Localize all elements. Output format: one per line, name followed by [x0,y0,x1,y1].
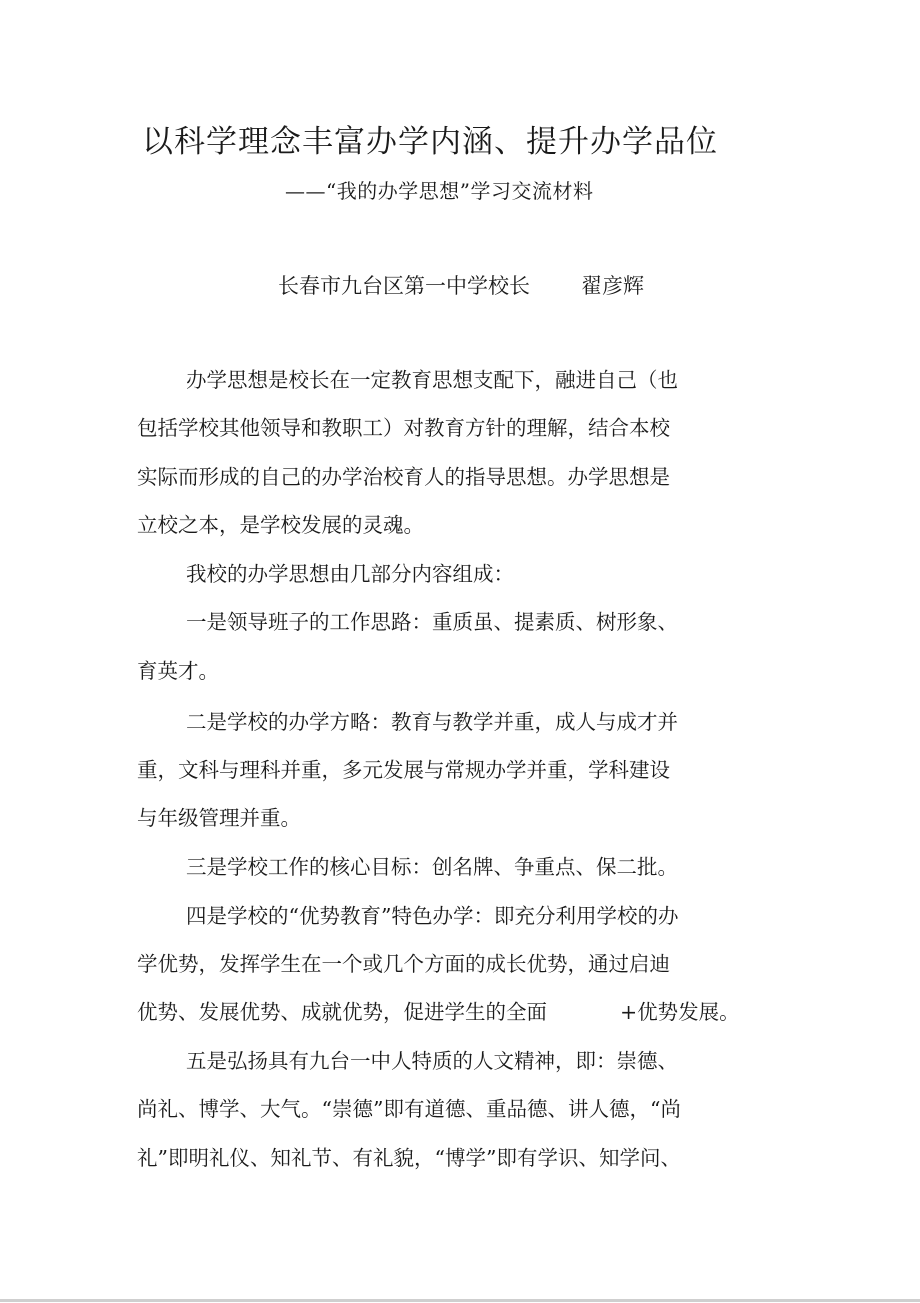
body-line: 二是学校的办学方略：教育与教学并重，成人与成才并 [186,710,678,734]
body-line: 礼”即明礼仪、知礼节、有礼貌，“博学”即有学识、知学问、 [137,1146,681,1170]
document-title: 以科学理念丰富办学内涵、提升办学品位 [142,124,718,160]
body-line: 五是弘扬具有九台一中人特质的人文精神，即：崇德、 [186,1049,678,1073]
body-line: 优势、发展优势、成就优势，促进学生的全面 [137,1000,547,1024]
body-line: 四是学校的“优势教育”特色办学：即充分利用学校的办 [186,904,679,928]
body-line: 三是学校工作的核心目标：创名牌、争重点、保二批。 [186,855,678,879]
body-line: 与年级管理并重。 [137,806,301,830]
body-line: 重，文科与理科并重，多元发展与常规办学并重，学科建设 [137,758,670,782]
body-line: 尚礼、博学、大气。“崇德”即有道德、重品德、讲人德，“尚 [137,1097,681,1121]
author-name: 翟彦辉 [581,274,644,298]
document-subtitle: ——“我的办学思想”学习交流材料 [285,179,594,203]
body-line: 一是领导班子的工作思路：重质虽、提素质、树形象、 [186,610,678,634]
body-line: 包括学校其他领导和教职工）对教育方针的理解，结合本校 [137,416,670,440]
body-line: 立校之本，是学校发展的灵魂。 [137,513,424,537]
body-line: 实际而形成的自己的办学治校育人的指导思想。办学思想是 [137,465,670,489]
body-line: 学优势，发挥学生在一个或几个方面的成长优势，通过启迪 [137,952,670,976]
body-line: 我校的办学思想由几部分内容组成： [186,562,514,586]
body-line: 办学思想是校长在一定教育思想支配下，融进自己（也 [186,368,678,392]
page-bottom-edge [0,1299,920,1302]
author-school: 长春市九台区第一中学校长 [278,274,530,298]
body-line-fragment: +优势发展。 [620,1000,740,1024]
body-line: 育英才。 [137,659,219,683]
